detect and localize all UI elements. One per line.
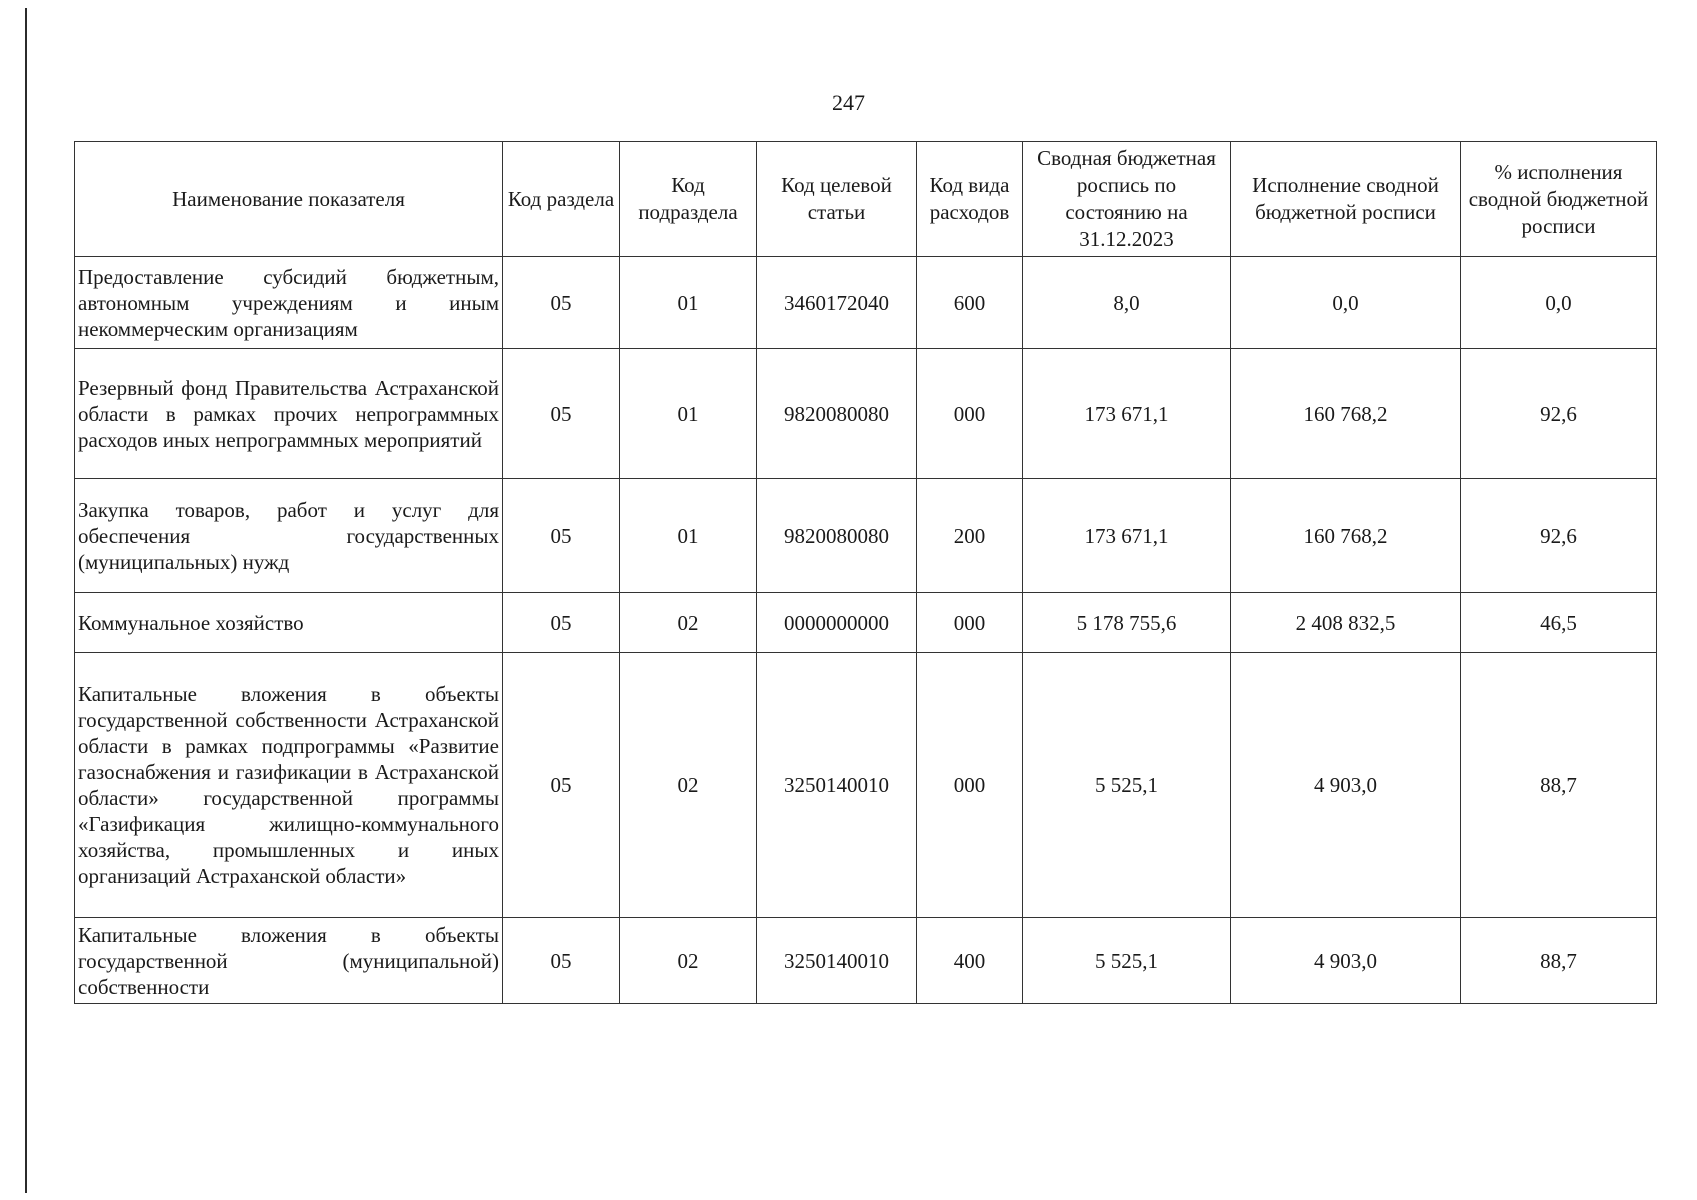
row-subsection-code: 01 [620,257,757,349]
row-section-code: 05 [503,653,620,918]
table-row [75,479,1657,593]
row-subsection-code: 02 [620,593,757,653]
row-expense-type-code: 600 [917,257,1023,349]
header-execution: Исполнение сводной бюджетной росписи [1231,142,1461,257]
table-row [75,653,1657,918]
row-consolidated-budget: 8,0 [1023,257,1231,349]
table-row [75,257,1657,349]
row-execution-percent: 92,6 [1461,349,1657,479]
row-section-code: 05 [503,349,620,479]
row-consolidated-budget: 5 178 755,6 [1023,593,1231,653]
row-section-code: 05 [503,257,620,349]
row-target-article-code: 3250140010 [757,918,917,1004]
row-execution: 160 768,2 [1231,349,1461,479]
header-subsection-code: Код подраздела [620,142,757,257]
row-indicator-name: Предоставление субсидий бюджетным, автономным учреждениям и иным некоммерческим организациям [75,257,503,349]
row-target-article-code: 9820080080 [757,479,917,593]
row-section-code: 05 [503,918,620,1004]
row-execution: 4 903,0 [1231,918,1461,1004]
row-indicator-name: Резервный фонд Правительства Астраханской области в рамках прочих непрограммных расходов иных непрограммных мероприятий [75,349,503,479]
row-subsection-code: 01 [620,349,757,479]
row-target-article-code: 9820080080 [757,349,917,479]
row-execution: 2 408 832,5 [1231,593,1461,653]
row-consolidated-budget: 5 525,1 [1023,918,1231,1004]
row-target-article-code: 3250140010 [757,653,917,918]
row-indicator-name: Капитальные вложения в объекты государственной собственности Астраханской области в рамках подпрограммы «Развитие газоснабжения и газификации в Астраханской области» государственной программы «Газификация жилищно-коммунального хозяйства, промышленных и иных организаций Астраханской области» [75,653,503,918]
page-binding-edge [25,8,27,1193]
row-consolidated-budget: 5 525,1 [1023,653,1231,918]
row-execution-percent: 88,7 [1461,653,1657,918]
row-expense-type-code: 000 [917,653,1023,918]
header-consolidated-budget: Сводная бюджетная роспись по состоянию на 31.12.2023 [1023,142,1231,257]
row-target-article-code: 0000000000 [757,593,917,653]
header-target-article-code: Код целевой статьи [757,142,917,257]
row-expense-type-code: 400 [917,918,1023,1004]
header-section-code: Код раздела [503,142,620,257]
row-execution-percent: 0,0 [1461,257,1657,349]
row-section-code: 05 [503,479,620,593]
row-expense-type-code: 000 [917,593,1023,653]
row-execution-percent: 92,6 [1461,479,1657,593]
row-consolidated-budget: 173 671,1 [1023,349,1231,479]
row-execution: 160 768,2 [1231,479,1461,593]
row-subsection-code: 02 [620,918,757,1004]
row-subsection-code: 01 [620,479,757,593]
row-indicator-name: Коммунальное хозяйство [75,593,503,653]
header-expense-type-code: Код вида расходов [917,142,1023,257]
header-indicator-name: Наименование показателя [75,142,503,257]
row-section-code: 05 [503,593,620,653]
row-indicator-name: Закупка товаров, работ и услуг для обеспечения государственных (муниципальных) нужд [75,479,503,593]
header-execution-percent: % исполнения сводной бюджетной росписи [1461,142,1657,257]
table-row [75,349,1657,479]
row-execution-percent: 46,5 [1461,593,1657,653]
row-execution-percent: 88,7 [1461,918,1657,1004]
row-execution: 4 903,0 [1231,653,1461,918]
row-expense-type-code: 000 [917,349,1023,479]
table-header-row [75,142,1657,257]
row-expense-type-code: 200 [917,479,1023,593]
row-execution: 0,0 [1231,257,1461,349]
table-row [75,918,1657,1004]
row-consolidated-budget: 173 671,1 [1023,479,1231,593]
row-target-article-code: 3460172040 [757,257,917,349]
row-subsection-code: 02 [620,653,757,918]
table-row [75,593,1657,653]
budget-execution-table [74,141,1657,1004]
page-number: 247 [832,90,865,115]
row-indicator-name: Капитальные вложения в объекты государственной (муниципальной) собственности [75,918,503,1004]
